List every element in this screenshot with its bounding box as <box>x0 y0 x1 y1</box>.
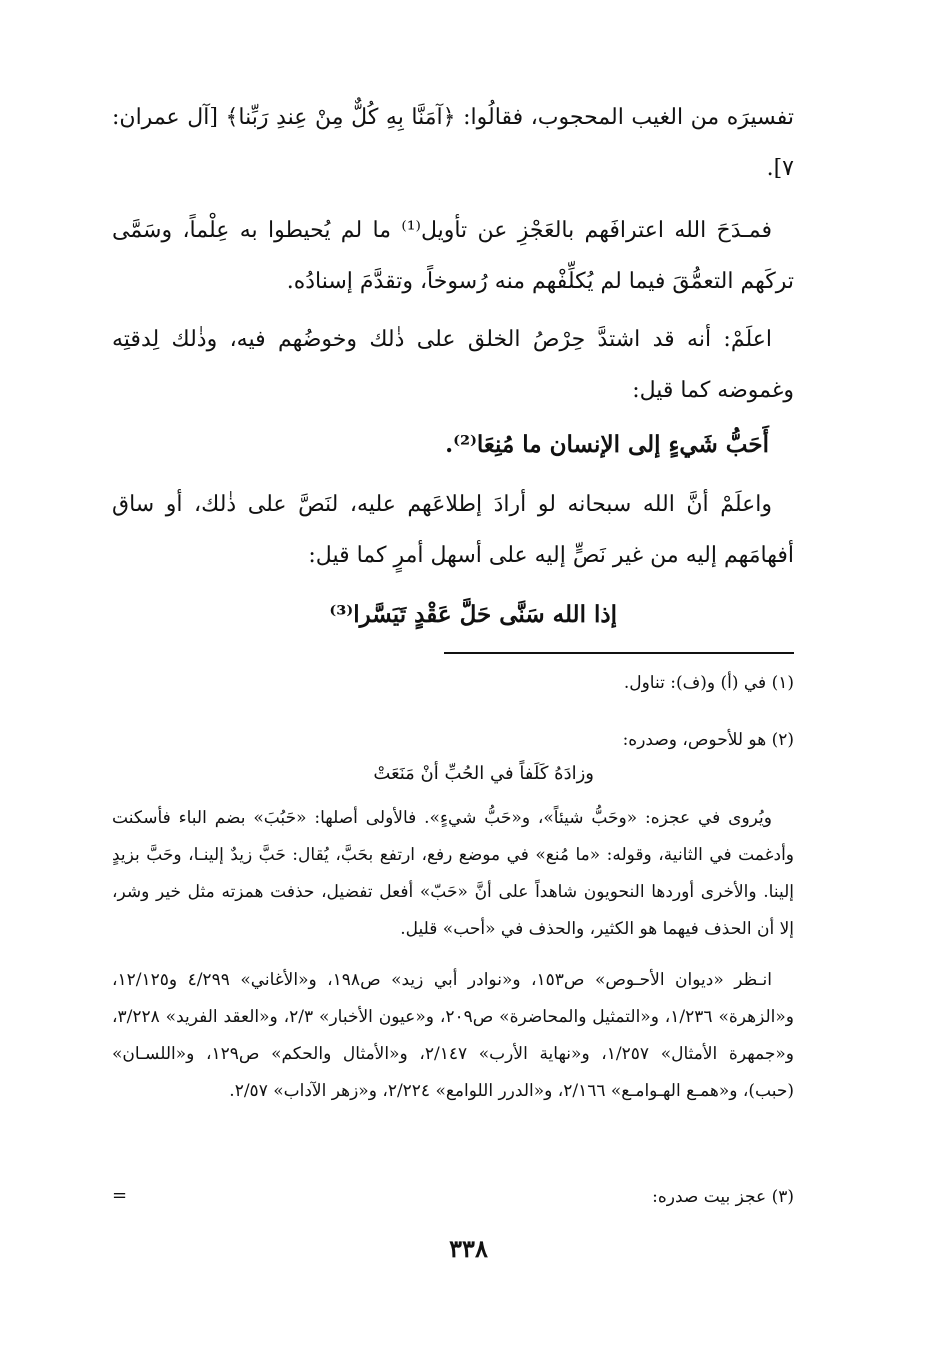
footnote-2-body-content: ويُروى في عجزه: «وحَبُّ شيئاً»، و«حَبُّ شيءٍ». فالأولى أصلها: «حَبُبَ» بضم الباء فأسكنت وأدغمت في الثانية، وقوله: «ما مُنع» في موضع رفع، ارتفع بحَبَّ، يُقال: حَبَّ زيدٌ إلينـا، وحَبَّ بزيدٍ إلينا. والأخرى أوردها النحويون شاهداً على أنَّ «حَبّ» أفعل تفضيل، حذفت همزته مثل خير وشر، إلا أن الحذف فيهما هو الكثير، والحذف في «أحب» قليل. <box>112 808 794 939</box>
paragraph-god <box>112 479 794 581</box>
footnote-3 <box>112 1179 794 1215</box>
paragraph-god-content: واعلَمْ أنَّ الله سبحانه لو أرادَ إطلاعَهم عليه، لنَصَّ على ذٰلك، أو ساق أفهامَهم إليه من غير نَصٍّ إليه على أسهل أمرٍ كما قيل: <box>112 492 794 568</box>
top-paragraph <box>112 92 794 194</box>
page-number: ٣٣٨ <box>449 1234 488 1263</box>
paragraph-praise-text <box>112 205 794 307</box>
footnote-1-text: (١) في (أ) و(ف): تناول. <box>623 673 794 693</box>
verse-line-2: إذا الله سَنَّى حَلَّ عَقْدٍ تَيَسَّرا⁽³⁾ <box>329 601 617 628</box>
paragraph-god-text <box>112 479 794 581</box>
footnote-3-text: (٣) عجز بيت صدره: <box>652 1187 794 1207</box>
top-paragraph-text: تفسيرَه من الغيب المحجوب، فقالُوا: ﴿آمَنَّا بِهِ كُلٌّ مِنْ عِندِ رَبِّنا﴾ [آل عمران: ٧]. <box>112 105 794 181</box>
paragraph-praise <box>112 205 794 307</box>
verse-line-1: أَحَبُّ شَيءٍ إلى الإنسان ما مُنِعَا⁽²⁾. <box>445 431 769 458</box>
footnote-1 <box>112 665 794 701</box>
footnote-divider <box>444 652 794 654</box>
paragraph-know <box>112 314 794 416</box>
footnote-2-intro <box>112 722 794 758</box>
footnote-2-body <box>112 800 794 948</box>
footnote-2-body-text <box>112 800 794 948</box>
footnote-2-references-content: انـظر «ديوان الأحـوص» ص١٥٣، و«نوادر أبي زيد» ص١٩٨، و«الأغاني» ٤/٢٩٩ و١٢/١٢٥، و«الزهرة» ١/٢٣٦، و«التمثيل والمحاضرة» ص٢٠٩، و«عيون الأخبار» ٢/٣، و«العقد الفريد» ٣/٢٢٨، و«جمهرة الأمثال» ١/٢٥٧، و«نهاية الأرب» ٢/١٤٧، و«الأمثال والحكم» ص١٢٩، و«اللسـان» (حبب)، و«همـع الهـوامـع» ٢/١٦٦، و«الدرر اللوامع» ٢/٢٢٤، و«زهر الآداب» ٢/٥٧. <box>112 970 795 1101</box>
footnote-2-intro-text: (٢) هو للأحوص، وصدره: <box>622 730 794 750</box>
continuation-mark: = <box>112 1185 128 1206</box>
footnote-2-references-text <box>112 962 794 1110</box>
paragraph-know-text <box>112 314 794 416</box>
footnote-2-references <box>112 962 794 1110</box>
paragraph-know-content: اعلَمْ: أنه قد اشتدَّ حِرْصُ الخلق على ذٰلك وخوضُهم فيه، وذٰلك لِدقتِه وغموضه كما قيل: <box>112 327 794 403</box>
paragraph-praise-content: فمـدَحَ الله اعترافَهم بالعَجْزِ عن تأويل⁽¹⁾ ما لم يُحيطوا به عِلْماً، وسَمَّى تركَهم التعمُّقَ فيما لم يُكلِّفْهم منه رُسوخاً، وتقدَّمَ إسنادُه. <box>112 218 794 294</box>
footnote-2-verse: وزادَهُ كَلَفاً في الحُبِّ أنْ مَنَعَتْ <box>373 763 594 784</box>
